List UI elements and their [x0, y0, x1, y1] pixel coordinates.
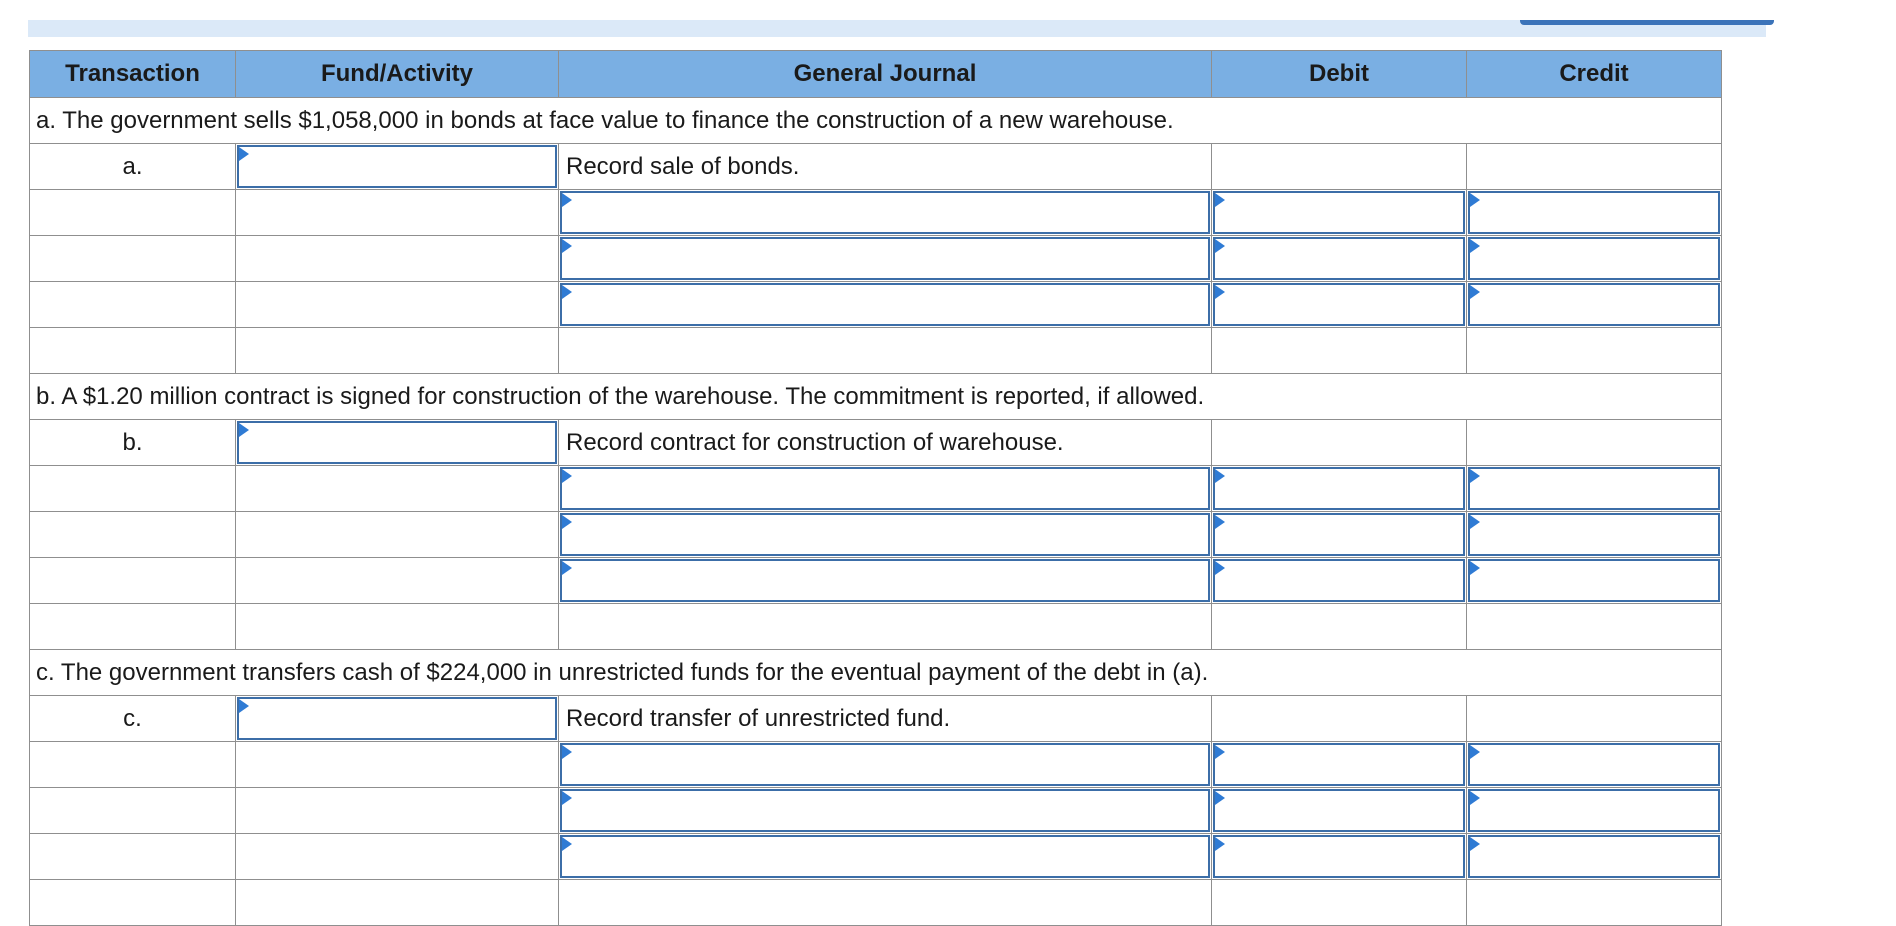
empty-cell: [559, 604, 1212, 650]
account-dropdown[interactable]: [560, 743, 1210, 786]
credit-cell: [1467, 466, 1722, 512]
debit-input[interactable]: [1213, 467, 1465, 510]
header-row: [30, 51, 1722, 98]
account-cell: [559, 466, 1212, 512]
account-cell: [559, 558, 1212, 604]
empty-cell: [1212, 604, 1467, 650]
empty-cell: [30, 742, 236, 788]
empty-cell: [1467, 604, 1722, 650]
credit-cell: [1467, 282, 1722, 328]
table-row: [30, 604, 1722, 650]
credit-cell: [1467, 190, 1722, 236]
col-header-debit: Debit: [1212, 51, 1467, 98]
credit-cell: [1467, 512, 1722, 558]
section-b-description-row: [30, 374, 1722, 420]
empty-cell: [30, 558, 236, 604]
table-row: [30, 328, 1722, 374]
section-a-memo: Record sale of bonds.: [559, 144, 1212, 190]
empty-cell: [236, 880, 559, 926]
section-a-credit-cell: [1467, 144, 1722, 190]
account-dropdown[interactable]: [560, 789, 1210, 832]
account-dropdown[interactable]: [560, 513, 1210, 556]
debit-cell: [1212, 788, 1467, 834]
table-row: [30, 558, 1722, 604]
table-row: [30, 834, 1722, 880]
debit-input[interactable]: [1213, 559, 1465, 602]
account-dropdown[interactable]: [560, 283, 1210, 326]
debit-cell: [1212, 742, 1467, 788]
empty-cell: [30, 190, 236, 236]
empty-cell: [236, 466, 559, 512]
empty-cell: [30, 512, 236, 558]
debit-cell: [1212, 558, 1467, 604]
table-row: [30, 880, 1722, 926]
section-a-label: a.: [30, 144, 236, 190]
empty-cell: [236, 604, 559, 650]
empty-cell: [30, 282, 236, 328]
debit-input[interactable]: [1213, 789, 1465, 832]
empty-cell: [236, 558, 559, 604]
section-c-label: c.: [30, 696, 236, 742]
empty-cell: [559, 328, 1212, 374]
section-c-credit-cell: [1467, 696, 1722, 742]
section-a-debit-cell: [1212, 144, 1467, 190]
credit-input[interactable]: [1468, 283, 1720, 326]
section-c-debit-cell: [1212, 696, 1467, 742]
credit-input[interactable]: [1468, 789, 1720, 832]
account-dropdown[interactable]: [560, 559, 1210, 602]
empty-cell: [236, 328, 559, 374]
credit-cell: [1467, 788, 1722, 834]
top-toolbar-band: [28, 20, 1766, 37]
empty-cell: [559, 880, 1212, 926]
credit-input[interactable]: [1468, 191, 1720, 234]
section-b-debit-cell: [1212, 420, 1467, 466]
account-cell: [559, 190, 1212, 236]
section-b-fund-cell: [236, 420, 559, 466]
section-b-label: b.: [30, 420, 236, 466]
section-a-description-row: [30, 98, 1722, 144]
credit-input[interactable]: [1468, 559, 1720, 602]
table-row: [30, 788, 1722, 834]
credit-input[interactable]: [1468, 467, 1720, 510]
empty-cell: [236, 282, 559, 328]
debit-input[interactable]: [1213, 283, 1465, 326]
empty-cell: [30, 236, 236, 282]
credit-input[interactable]: [1468, 237, 1720, 280]
section-b-memo: Record contract for construction of warehouse.: [559, 420, 1212, 466]
empty-cell: [236, 742, 559, 788]
credit-input[interactable]: [1468, 743, 1720, 786]
table-row: [30, 282, 1722, 328]
journal-entry-table: [29, 50, 1722, 926]
table-row: [30, 512, 1722, 558]
debit-input[interactable]: [1213, 835, 1465, 878]
account-dropdown[interactable]: [560, 835, 1210, 878]
table-row: [30, 466, 1722, 512]
credit-input[interactable]: [1468, 835, 1720, 878]
empty-cell: [30, 328, 236, 374]
section-a-fund-cell: [236, 144, 559, 190]
debit-input[interactable]: [1213, 513, 1465, 556]
debit-cell: [1212, 236, 1467, 282]
account-dropdown[interactable]: [560, 467, 1210, 510]
debit-input[interactable]: [1213, 743, 1465, 786]
empty-cell: [1212, 328, 1467, 374]
debit-cell: [1212, 512, 1467, 558]
toolbar-button[interactable]: [1520, 20, 1774, 25]
empty-cell: [30, 604, 236, 650]
section-c-memo: Record transfer of unrestricted fund.: [559, 696, 1212, 742]
debit-input[interactable]: [1213, 191, 1465, 234]
debit-cell: [1212, 834, 1467, 880]
section-b-fund-dropdown[interactable]: [237, 421, 557, 464]
section-a-fund-dropdown[interactable]: [237, 145, 557, 188]
debit-cell: [1212, 190, 1467, 236]
section-c-description-row: [30, 650, 1722, 696]
credit-input[interactable]: [1468, 513, 1720, 556]
empty-cell: [30, 788, 236, 834]
account-cell: [559, 512, 1212, 558]
debit-input[interactable]: [1213, 237, 1465, 280]
empty-cell: [1467, 880, 1722, 926]
col-header-credit: Credit: [1467, 51, 1722, 98]
section-c-fund-dropdown[interactable]: [237, 697, 557, 740]
section-c-entry-row: [30, 696, 1722, 742]
section-a-entry-row: [30, 144, 1722, 190]
col-header-fund-activity: Fund/Activity: [236, 51, 559, 98]
table-row: [30, 190, 1722, 236]
account-cell: [559, 282, 1212, 328]
account-dropdown[interactable]: [560, 237, 1210, 280]
account-dropdown[interactable]: [560, 191, 1210, 234]
section-b-description: b. A $1.20 million contract is signed for construction of the warehouse. The commitment is reported, if allowed.: [30, 374, 1722, 420]
section-c-description: c. The government transfers cash of $224,000 in unrestricted funds for the eventual payment of the debt in (a).: [30, 650, 1722, 696]
credit-cell: [1467, 236, 1722, 282]
section-b-entry-row: [30, 420, 1722, 466]
table-row: [30, 742, 1722, 788]
account-cell: [559, 788, 1212, 834]
section-b-credit-cell: [1467, 420, 1722, 466]
col-header-general-journal: General Journal: [559, 51, 1212, 98]
account-cell: [559, 834, 1212, 880]
debit-cell: [1212, 466, 1467, 512]
empty-cell: [30, 466, 236, 512]
empty-cell: [236, 788, 559, 834]
empty-cell: [30, 834, 236, 880]
empty-cell: [236, 512, 559, 558]
credit-cell: [1467, 742, 1722, 788]
account-cell: [559, 742, 1212, 788]
empty-cell: [236, 190, 559, 236]
account-cell: [559, 236, 1212, 282]
empty-cell: [30, 880, 236, 926]
table-row: [30, 236, 1722, 282]
section-a-description: a. The government sells $1,058,000 in bonds at face value to finance the construction of a new warehouse.: [30, 98, 1722, 144]
debit-cell: [1212, 282, 1467, 328]
section-c-fund-cell: [236, 696, 559, 742]
empty-cell: [236, 834, 559, 880]
empty-cell: [236, 236, 559, 282]
col-header-transaction: Transaction: [30, 51, 236, 98]
credit-cell: [1467, 558, 1722, 604]
empty-cell: [1467, 328, 1722, 374]
empty-cell: [1212, 880, 1467, 926]
credit-cell: [1467, 834, 1722, 880]
